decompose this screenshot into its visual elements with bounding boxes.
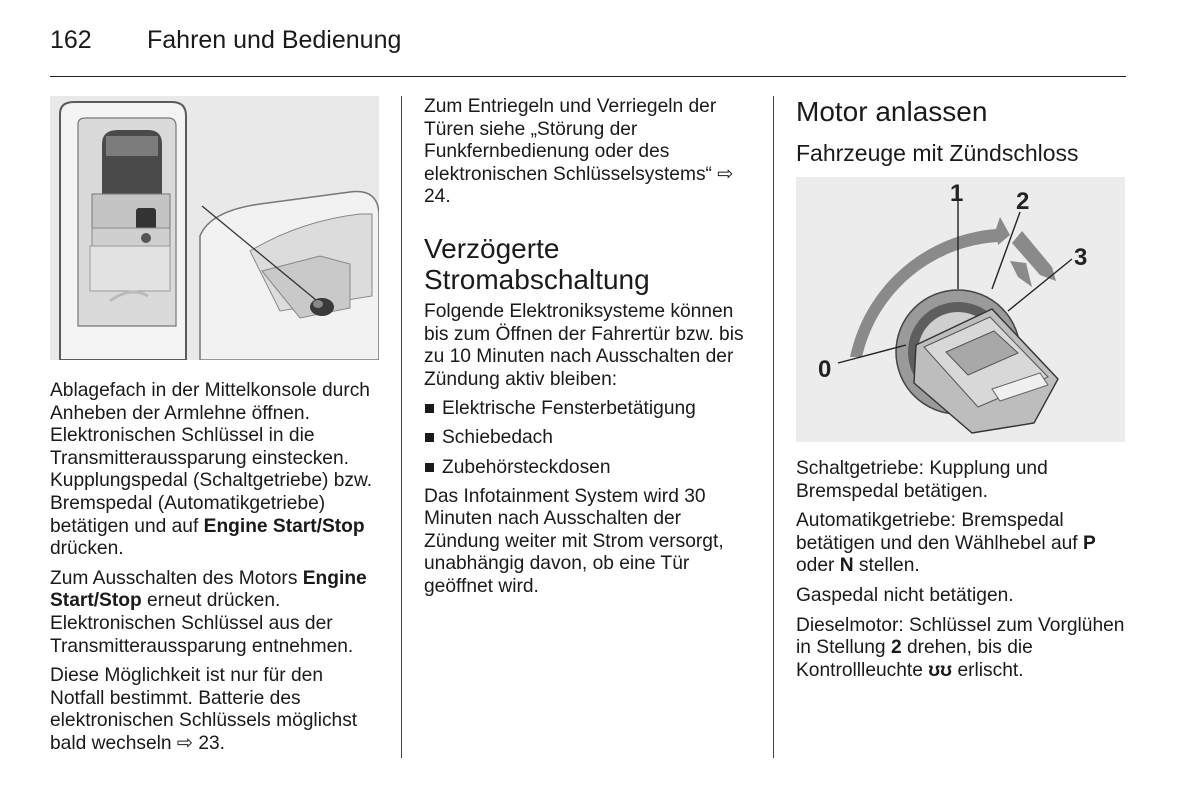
delayed-power-off-heading: Verzögerte Stromabschaltung bbox=[424, 232, 650, 295]
left-paragraph-1: Ablagefach in der Mittelkonsole durch Anheben der Armlehne öffnen. Elektronischen Schlüssel in die Transmitteraussparung einstecken. Kupplungspedal (Schaltgetriebe) bzw. Bremspedal (Automatikgetriebe) betätigen und auf Engine Start/Stop drücken. bbox=[50, 380, 373, 560]
page-header bbox=[50, 24, 1126, 77]
page-number: 162 bbox=[50, 26, 92, 54]
right-paragraph-1: Schaltgetriebe: Kupplung und Bremspedal betätigen. bbox=[796, 458, 1048, 502]
console-storage-figure bbox=[50, 96, 379, 360]
right-column bbox=[796, 96, 1126, 689]
start-engine-heading: Motor anlassen bbox=[796, 96, 988, 127]
position-label-1: 1 bbox=[950, 180, 964, 207]
left-paragraph-3: Diese Möglichkeit ist nur für den Notfall bestimmt. Batterie des elektronischen Schlüssels möglichst bald wechseln ⇨ 23. bbox=[50, 665, 358, 754]
position-label-3: 3 bbox=[1074, 244, 1088, 271]
position-label-0: 0 bbox=[818, 356, 832, 383]
position-label-2: 2 bbox=[1016, 188, 1030, 215]
left-column bbox=[50, 96, 380, 763]
right-paragraph-3: Gaspedal nicht betätigen. bbox=[796, 584, 1014, 606]
middle-column bbox=[424, 96, 752, 606]
right-paragraph-2: Automatikgetriebe: Bremspedal betätigen und den Wählhebel auf P oder N stellen. bbox=[796, 510, 1096, 577]
middle-paragraph-2: Das Infotainment System wird 30 Minuten nach Ausschalten der Zündung weiter mit Strom versorgt, unabhängig davon, ob eine Tür geöffnet wird. bbox=[424, 485, 724, 597]
list-item: Schiebedach bbox=[424, 427, 752, 450]
column-divider-2 bbox=[773, 96, 774, 758]
middle-intro: Folgende Elektroniksysteme können bis zum Öffnen der Fahrertür bzw. bis zu 10 Minuten nach Ausschalten der Zündung aktiv bleiben: bbox=[424, 300, 744, 390]
ignition-lock-subheading: Fahrzeuge mit Zündschloss bbox=[796, 140, 1079, 166]
glow-plug-indicator-icon: ʊʊ bbox=[928, 659, 953, 681]
systems-list bbox=[424, 398, 752, 479]
left-paragraph-2: Zum Ausschalten des Motors Engine Start/Stop erneut drücken. Elektronischen Schlüssel aus der Transmitteraussparung entnehmen. bbox=[50, 567, 367, 657]
ignition-switch-figure bbox=[796, 177, 1125, 442]
list-item: Elektrische Fensterbetätigung bbox=[424, 398, 752, 421]
right-paragraph-4: Dieselmotor: Schlüssel zum Vorglühen in Stellung 2 drehen, bis die Kontrollleuchte ʊʊ erlischt. bbox=[796, 614, 1125, 681]
list-item: Zubehörsteckdosen bbox=[424, 457, 752, 480]
column-divider-1 bbox=[401, 96, 402, 758]
section-title: Fahren und Bedienung bbox=[147, 26, 402, 54]
middle-paragraph-1: Zum Entriegeln und Verriegeln der Türen siehe „Störung der Funkfernbedienung oder des elektronischen Schlüsselsystems“ ⇨ 24. bbox=[424, 96, 734, 208]
